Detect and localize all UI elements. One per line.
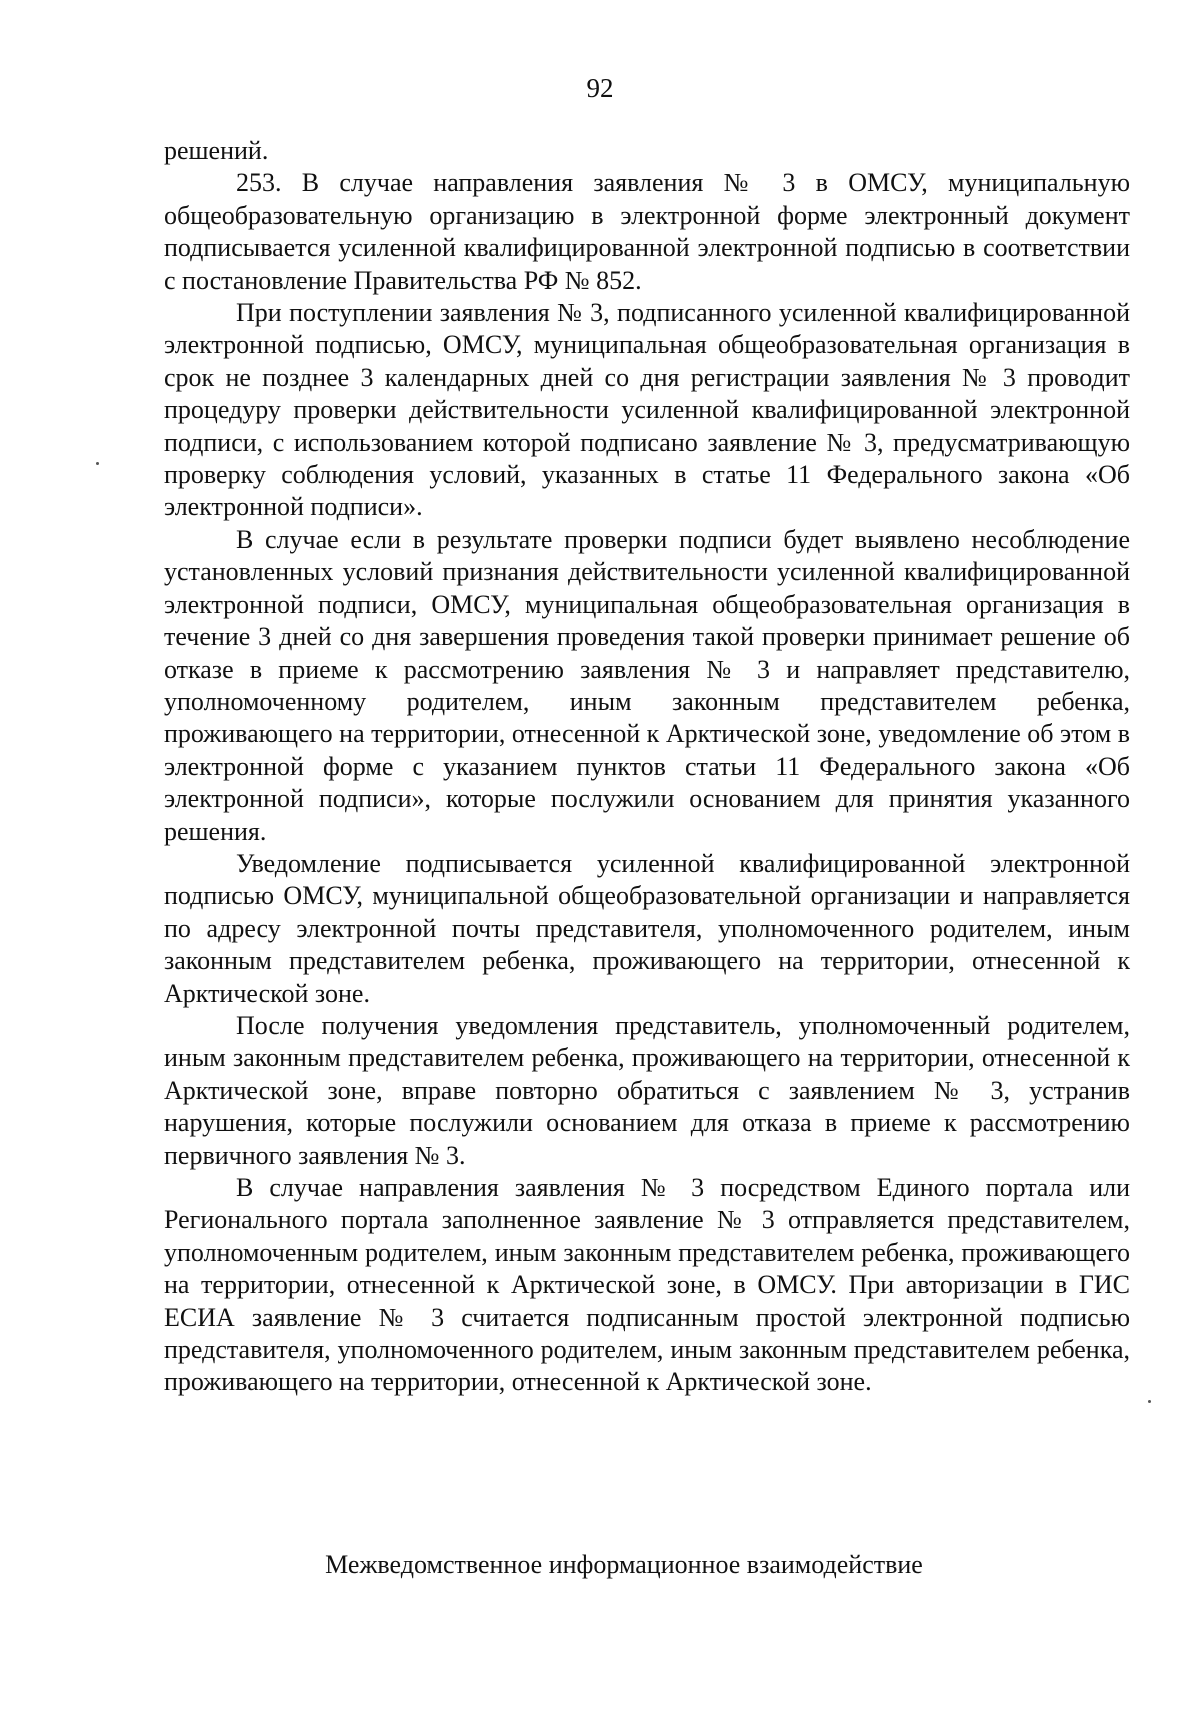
paragraph-portal-submission: В случае направления заявления № 3 посредством Единого портала или Регионального портала заполненное заявление № 3 отправляется представителем, уполномоченным родителем, иным законным представителем ребенка, проживающего на территории, отнесенной к Арктической зоне, в ОМСУ. При авторизации в ГИС ЕСИА заявление № 3 считается подписанным простой электронной подписью представителя, уполномоченного родителем, иным законным представителем ребенка, проживающего на территории, отнесенной к Арктической зоне.	[164, 1173, 1130, 1397]
paragraph-clause-253: 253. В случае направления заявления № 3 в ОМСУ, муниципальную общеобразовательную организацию в электронной форме электронный документ подписывается усиленной квалифицированной электронной подписью в соответствии с постановление Правительства РФ № 852.	[164, 168, 1130, 295]
paragraph-signature-verification: При поступлении заявления № 3, подписанного усиленной квалифицированной электронной подписью, ОМСУ, муниципальная общеобразовательная организация в срок не позднее 3 календарных дней со дня регистрации заявления № 3 проводит процедуру проверки действительности усиленной квалифицированной электронной подписи, с использованием которой подписано заявление № 3, предусматривающую проверку соблюдения условий, указанных в статье 11 Федерального закона «Об электронной подписи».	[164, 298, 1130, 522]
paragraph-verification-failure: В случае если в результате проверки подписи будет выявлено несоблюдение установленных условий признания действительности усиленной квалифицированной электронной подписи, ОМСУ, муниципальная общеобразовательная организация в течение 3 дней со дня завершения проведения такой проверки принимает решение об отказе в приеме к рассмотрению заявления № 3 и направляет представителю, уполномоченному родителем, иным законным представителем ребенка, проживающего на территории, отнесенной к Арктической зоне, уведомление об этом в электронной форме с указанием пунктов статьи 11 Федерального закона «Об электронной подписи», которые послужили основанием для принятия указанного решения.	[164, 524, 1130, 846]
scan-speck	[1148, 1400, 1151, 1403]
paragraph-repeat-application: После получения уведомления представитель, уполномоченный родителем, иным законным представителем ребенка, проживающего на территории, отнесенной к Арктической зоне, вправе повторно обратиться с заявлением № 3, устранив нарушения, которые послужили основанием для отказа в приеме к рассмотрению первичного заявления № 3.	[164, 1010, 1130, 1170]
paragraph-continuation: решений.	[164, 136, 269, 165]
section-heading: Межведомственное информационное взаимодействие	[325, 1550, 923, 1579]
document-body	[164, 135, 1130, 1399]
page-number: 92	[586, 73, 614, 103]
paragraph-notification-signing: Уведомление подписывается усиленной квалифицированной электронной подписью ОМСУ, муниципальной общеобразовательной организации и направляется по адресу электронной почты представителя, уполномоченного родителем, иным законным представителем ребенка, проживающего на территории, отнесенной к Арктической зоне.	[164, 848, 1130, 1008]
scan-speck	[96, 462, 99, 465]
